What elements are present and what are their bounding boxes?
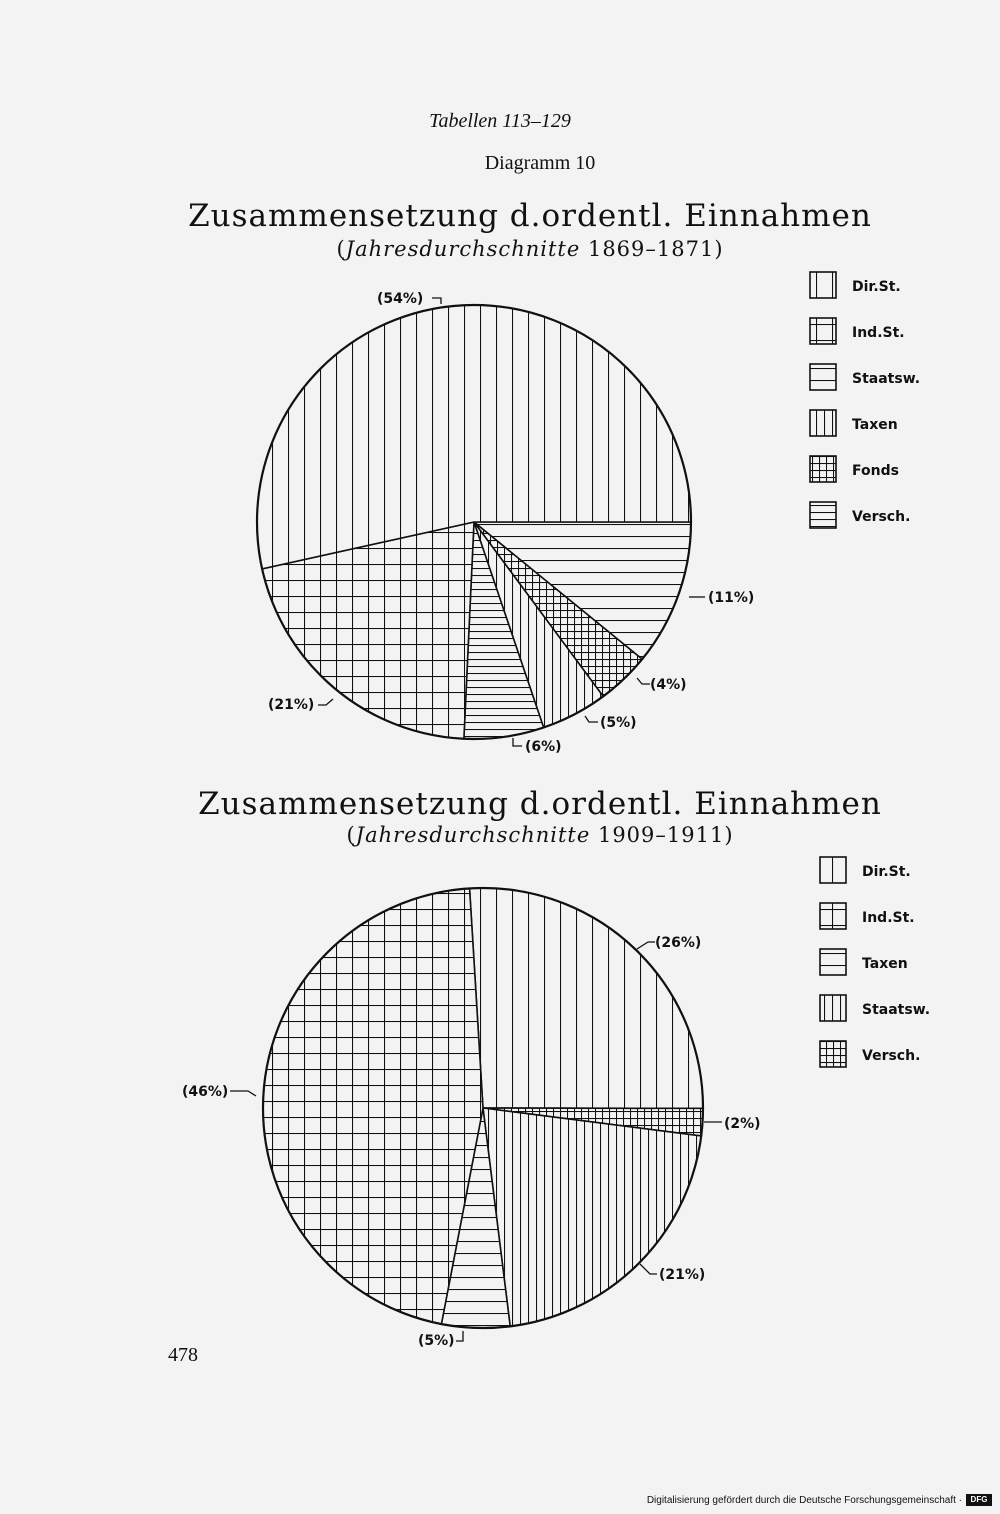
legend-swatch [820,857,846,883]
leader-line [230,1091,256,1096]
chart-2-subtitle: (Jahresdurchschnitte 1909–1911) [346,823,734,847]
pie-slice-indst [263,888,483,1324]
legend-label: Dir.St. [852,279,901,295]
leader-line [585,716,598,722]
legend-label: Versch. [862,1048,921,1064]
slice-label-taxen: (5%) [600,715,637,731]
leader-line [637,678,650,684]
legend-swatch [820,903,846,929]
legend-label: Ind.St. [862,910,915,926]
chart-1-subtitle-years: 1869–1871 [587,237,715,261]
page-number: 478 [168,1344,198,1366]
slice-label-dirst: (26%) [655,935,702,951]
slice-label-dirst: (54%) [377,291,424,307]
slice-label-taxen: (5%) [418,1333,455,1349]
legend-label: Taxen [862,956,908,972]
chart-1-pie [0,260,1000,780]
legend-item [810,456,899,482]
legend-item [810,502,910,528]
legend-swatch [810,410,836,436]
legend-swatch [820,1041,846,1067]
leader-line [637,942,655,949]
legend [810,272,920,528]
pie-slice-staatsw [483,1108,701,1326]
chart-1-subtitle-italic: Jahresdurchschnitte [345,237,581,261]
legend-item [820,949,908,975]
leader-line [432,298,441,304]
legend-swatch [810,272,836,298]
slice-label-indst: (46%) [182,1084,229,1100]
legend-item [820,1041,920,1067]
legend-label: Fonds [852,463,899,479]
legend-swatch [820,995,846,1021]
legend-label: Dir.St. [862,864,911,880]
legend-item [820,857,911,883]
leader-line [456,1331,463,1341]
legend-item [820,903,915,929]
chart-2-pie [0,845,1000,1365]
slice-label-versch: (2%) [724,1116,761,1132]
legend-swatch [810,456,836,482]
slice-label-staatsw: (21%) [659,1267,706,1283]
legend-swatch [810,364,836,390]
running-head: Tabellen 113–129 [429,110,571,132]
legend-swatch [820,949,846,975]
leader-line [640,1264,657,1274]
chart-2-title: Zusammensetzung d.ordentl. Einnahmen [198,786,882,822]
legend-label: Staatsw. [852,371,921,387]
leader-line [318,699,333,705]
slice-label-indst: (21%) [268,697,315,713]
legend-item [810,410,898,436]
legend-label: Ind.St. [852,325,905,341]
chart-1-title: Zusammensetzung d.ordentl. Einnahmen [188,198,872,234]
legend-item [810,318,905,344]
legend-label: Staatsw. [862,1002,931,1018]
legend-item [820,995,930,1021]
leader-line [513,738,522,746]
chart-1-subtitle: (Jahresdurchschnitte 1869–1871) [336,237,724,261]
legend-item [810,364,920,390]
legend-label: Taxen [852,417,898,433]
diagram-number: Diagramm 10 [484,152,596,174]
dfg-logo: DFG [966,1494,992,1506]
chart-2-subtitle-years: 1909–1911 [597,823,725,847]
slice-label-staatsw: (11%) [708,590,755,606]
legend-swatch [810,318,836,344]
legend-label: Versch. [852,509,911,525]
legend [820,857,930,1067]
legend-swatch [810,502,836,528]
slice-label-fonds: (4%) [650,677,687,693]
chart-2-subtitle-italic: Jahresdurchschnitte [355,823,591,847]
legend-item [810,272,901,298]
footer-credit: Digitalisierung gefördert durch die Deutsche Forschungsgemeinschaft · [646,1495,962,1506]
pie-slice-dirst [470,888,703,1108]
slice-label-versch: (6%) [525,739,562,755]
